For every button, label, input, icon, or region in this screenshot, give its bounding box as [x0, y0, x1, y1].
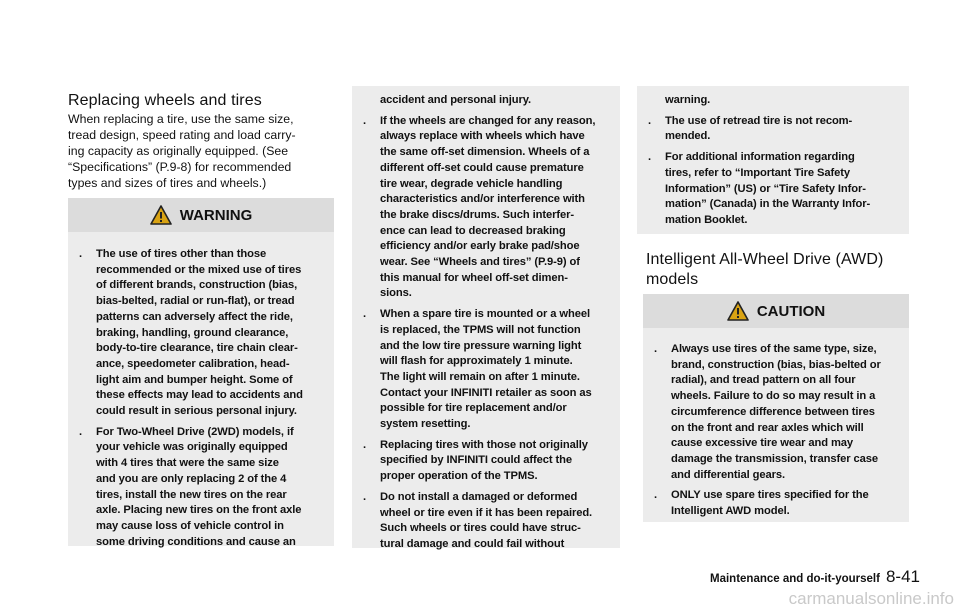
caution-title: CAUTION [756, 302, 826, 320]
intro-paragraph [68, 112, 336, 192]
bullet-icon: . [648, 114, 652, 127]
caution-triangle-icon [727, 301, 749, 321]
text-line: this manual for wheel off-set dimen- [380, 271, 568, 284]
text-line: braking, handling, ground clearance, [96, 326, 289, 339]
section-heading-awd [646, 250, 883, 290]
text-line: ence can lead to decreased braking [380, 224, 566, 237]
text-line: ing capacity as originally equipped. (See [68, 143, 289, 158]
text-line: tread design, speed rating and load carry- [68, 127, 296, 142]
text-line: Do not install a damaged or deformed [380, 490, 578, 503]
warning-title: WARNING [179, 206, 253, 224]
text-line: mation” (Canada) in the Warranty Infor- [665, 198, 871, 211]
text-line: system resetting. [380, 418, 471, 431]
warning-box-col3 [637, 86, 909, 234]
heading-line: Intelligent All-Wheel Drive (AWD) [646, 251, 884, 268]
caution-banner [643, 294, 909, 328]
text-line: mended. [665, 130, 711, 143]
bullet-icon: . [79, 425, 83, 438]
caution-item [653, 488, 899, 519]
text-line: your vehicle was originally equipped [96, 441, 288, 454]
warning-box-col1 [68, 232, 334, 546]
text-line: sions. [380, 287, 412, 300]
bullet-icon: . [654, 343, 658, 355]
bullet-icon: . [363, 490, 367, 503]
text-line: The use of retread tire is not recom- [665, 114, 853, 127]
text-line: of different brands, construction (bias, [96, 279, 298, 292]
text-line: characteristics and/or interference with [380, 193, 585, 206]
text-line: wheel or tire even if it has been repaired. [380, 506, 593, 519]
text-line: Information” (US) or “Tire Safety Infor- [665, 182, 866, 195]
text-line: accident and personal injury. [380, 94, 532, 106]
text-line: For Two-Wheel Drive (2WD) models, if [96, 425, 294, 438]
text-line: different off-set could cause premature [380, 161, 584, 174]
warning-item [362, 438, 610, 485]
text-line: and the low tire pressure warning light [380, 339, 582, 352]
text-line: wear. See “Wheels and tires” (P.9-9) of [380, 256, 580, 269]
text-line: circumference difference between tires [671, 405, 875, 418]
text-line: the brake discs/drums. Such interfer- [380, 208, 575, 221]
warning-item [647, 150, 899, 229]
text-line: efficiency and/or early brake pad/shoe [380, 240, 580, 253]
text-line: damage the transmission, transfer case [671, 452, 878, 465]
text-line: ance, speedometer calibration, head- [96, 357, 290, 370]
heading-line: models [646, 271, 699, 288]
text-line: types and sizes of tires and wheels.) [68, 175, 267, 190]
text-line: “Specifications” (P.9-8) for recommended [68, 159, 292, 174]
text-line: could result in serious personal injury. [96, 405, 297, 418]
page-number: 8-41 [885, 567, 920, 586]
text-line: proper operation of the TPMS. [380, 470, 538, 483]
text-line: The use of tires other than those [96, 248, 267, 260]
bullet-icon: . [648, 151, 652, 164]
continued-text [362, 93, 610, 109]
text-line: the same off-set dimension. Wheels of a [380, 146, 590, 159]
warning-item [647, 114, 899, 145]
footer-section-title: Maintenance and do-it-yourself [710, 573, 880, 585]
caution-box [643, 328, 909, 522]
text-line: is replaced, the TPMS will not function [380, 323, 581, 336]
text-line: with 4 tires that were the same size [96, 457, 279, 470]
watermark: carmanualsonline.info [788, 589, 954, 608]
section-heading-replacing-wheels: Replacing wheels and tires [68, 92, 262, 109]
text-line: always replace with wheels which have [380, 130, 585, 143]
bullet-icon: . [79, 248, 83, 260]
page-footer [710, 567, 920, 587]
warning-triangle-icon [150, 205, 172, 225]
text-line: cause excessive tire wear and may [671, 437, 854, 450]
text-line: Intelligent AWD model. [671, 505, 790, 518]
text-line: these effects may lead to accidents and [96, 389, 303, 402]
text-line: light aim and bumper height. Some of [96, 373, 293, 386]
bullet-icon: . [363, 114, 367, 127]
text-line: and you are only replacing 2 of the 4 [96, 472, 287, 485]
text-line: brand, construction (bias, bias-belted or [671, 358, 881, 371]
warning-item [78, 425, 322, 551]
text-line: tural damage and could fail without [380, 537, 565, 550]
text-line: patterns can adversely affect the ride, [96, 310, 293, 323]
text-line: some driving conditions and cause an [96, 535, 296, 548]
text-line: tires, refer to “Important Tire Safety [665, 166, 850, 179]
text-line: tires, install the new tires on the rear [96, 488, 287, 501]
continued-text [647, 93, 899, 109]
text-line: Such wheels or tires could have struc- [380, 522, 581, 535]
text-line: axle. Placing new tires on the front axle [96, 504, 302, 517]
text-line: Contact your INFINITI retailer as soon as [380, 386, 592, 399]
text-line: wheels. Failure to do so may result in a [671, 390, 876, 403]
text-line: radial), and tread pattern on all four [671, 374, 856, 387]
text-line: will flash for approximately 1 minute. [380, 355, 573, 368]
text-line: possible for tire replacement and/or [380, 402, 567, 415]
text-line: Replacing tires with those not originally [380, 438, 588, 451]
text-line: warning. [665, 94, 711, 106]
text-line: When a spare tire is mounted or a wheel [380, 308, 590, 321]
bullet-icon: . [363, 438, 367, 451]
text-line: If the wheels are changed for any reason, [380, 114, 596, 127]
text-line: mation Booklet. [665, 213, 748, 226]
text-line: on the front and rear axles which will [671, 421, 864, 434]
bullet-icon: . [654, 489, 658, 502]
warning-banner [68, 198, 334, 232]
bullet-icon: . [363, 308, 367, 321]
text-line: ONLY use spare tires specified for the [671, 489, 869, 502]
text-line: tire wear, degrade vehicle handling [380, 177, 563, 190]
text-line: The light will remain on after 1 minute. [380, 370, 580, 383]
warning-box-col2 [352, 86, 620, 548]
text-line: bias-belted, radial or run-flat), or tread [96, 295, 295, 308]
caution-item [653, 342, 899, 483]
text-line: For additional information regarding [665, 151, 855, 164]
text-line: body-to-tire clearance, tire chain clear- [96, 342, 298, 355]
text-line: specified by INFINITI could affect the [380, 454, 573, 467]
text-line: may cause loss of vehicle control in [96, 519, 284, 532]
text-line: and differential gears. [671, 468, 785, 481]
warning-item [362, 490, 610, 553]
warning-item [362, 114, 610, 302]
warning-item [78, 247, 322, 420]
text-line: recommended or the mixed use of tires [96, 263, 302, 276]
text-line: When replacing a tire, use the same size, [68, 112, 294, 126]
warning-item [362, 307, 610, 433]
text-line: Always use tires of the same type, size, [671, 343, 877, 355]
